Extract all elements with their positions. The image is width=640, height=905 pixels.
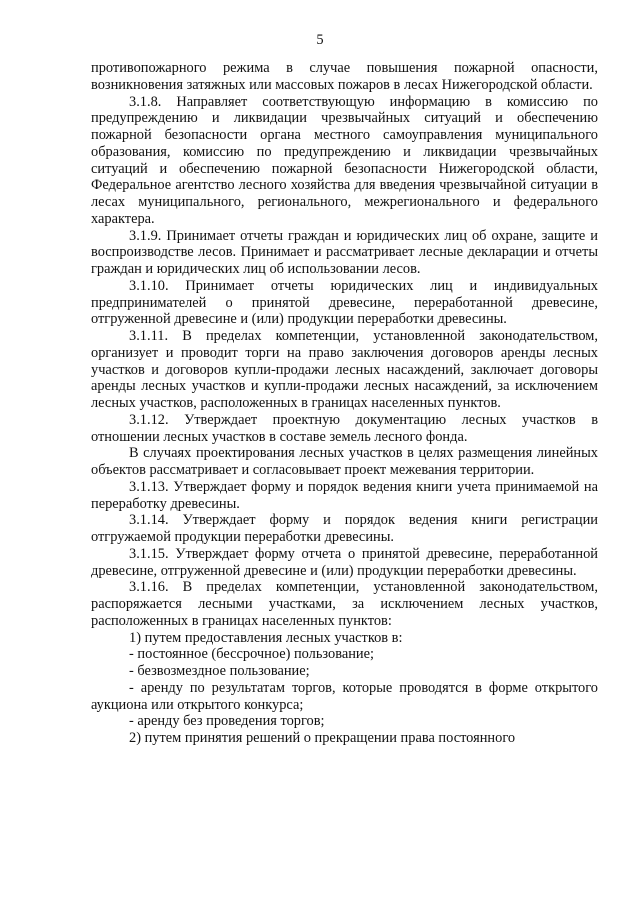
- paragraph-3-1-12: 3.1.12. Утверждает проектную документацию лесных участков в отношении лесных участков в составе земель лесного фонда.: [91, 411, 598, 445]
- list-subitem-free-use: - безвозмездное пользование;: [129, 663, 310, 679]
- list-subitem-lease-by-auction: - аренду по результатам торгов, которые проводятся в форме открытого аукциона или открытого конкурса;: [91, 679, 598, 713]
- paragraph-3-1-13: 3.1.13. Утверждает форму и порядок ведения книги учета принимаемой на переработку древесины.: [91, 478, 598, 512]
- paragraph-3-1-12-linear-objects: В случаях проектирования лесных участков в целях размещения линейных объектов рассматривает и согласовывает проект межевания территории.: [91, 445, 598, 478]
- body-text: [91, 60, 598, 747]
- list-subitem-lease-without-auction: - аренду без проведения торгов;: [129, 713, 325, 730]
- list-item-2: 2) путем принятия решений о прекращении права постоянного: [129, 730, 516, 746]
- paragraph-3-1-11: 3.1.11. В пределах компетенции, установленной законодательством, организует и проводит торги на право заключения договоров аренды лесных участков и договоров купли-продажи лесных насаждений, заключает договоры аренды лесных участков и купли-продажи лесных насаждений, за исключением лесных участков, расположенных в границах населенных пунктов.: [91, 328, 598, 411]
- list-subitem-permanent-use: - постоянное (бессрочное) пользование;: [129, 646, 375, 663]
- paragraph-3-1-10: 3.1.10. Принимает отчеты юридических лиц и индивидуальных предпринимателей о принятой древесине, переработанной древесине, отгруженной древесине и (или) продукции переработки древесины.: [91, 277, 598, 328]
- paragraph-3-1-16: 3.1.16. В пределах компетенции, установленной законодательством, распоряжается лесными участками, за исключением лесных участков, расположенных в границах населенных пунктов:: [91, 579, 598, 629]
- paragraph-3-1-8: 3.1.8. Направляет соответствующую информацию в комиссию по предупреждению и ликвидации чрезвычайных ситуаций и обеспечению пожарной безопасности органа местного самоуправления муниципального образования, комиссию по предупреждению и ликвидации чрезвычайных ситуаций и обеспечению пожарной безопасности Нижегородской области, Федеральное агентство лесного хозяйства для введения чрезвычайной ситуации в лесах муниципального, регионального, межрегионального и федерального характера.: [91, 93, 598, 227]
- paragraph-3-1-9: 3.1.9. Принимает отчеты граждан и юридических лиц об охране, защите и воспроизводстве лесов. Принимает и рассматривает лесные декларации и отчеты граждан и юридических лиц об использовании лесов.: [91, 227, 598, 277]
- paragraph-3-1-15: 3.1.15. Утверждает форму отчета о принятой древесине, переработанной древесине, отгруженной древесине и (или) продукции переработки древесины.: [91, 545, 598, 579]
- page-number: 5: [316, 32, 324, 48]
- list-item-1: 1) путем предоставления лесных участков в:: [129, 629, 403, 646]
- paragraph-fire-regime-continuation: противопожарного режима в случае повышения пожарной опасности, возникновения затяжных или массовых пожаров в лесах Нижегородской области.: [91, 60, 598, 93]
- paragraph-3-1-14: 3.1.14. Утверждает форму и порядок ведения книги регистрации отгружаемой продукции переработки древесины.: [91, 512, 598, 545]
